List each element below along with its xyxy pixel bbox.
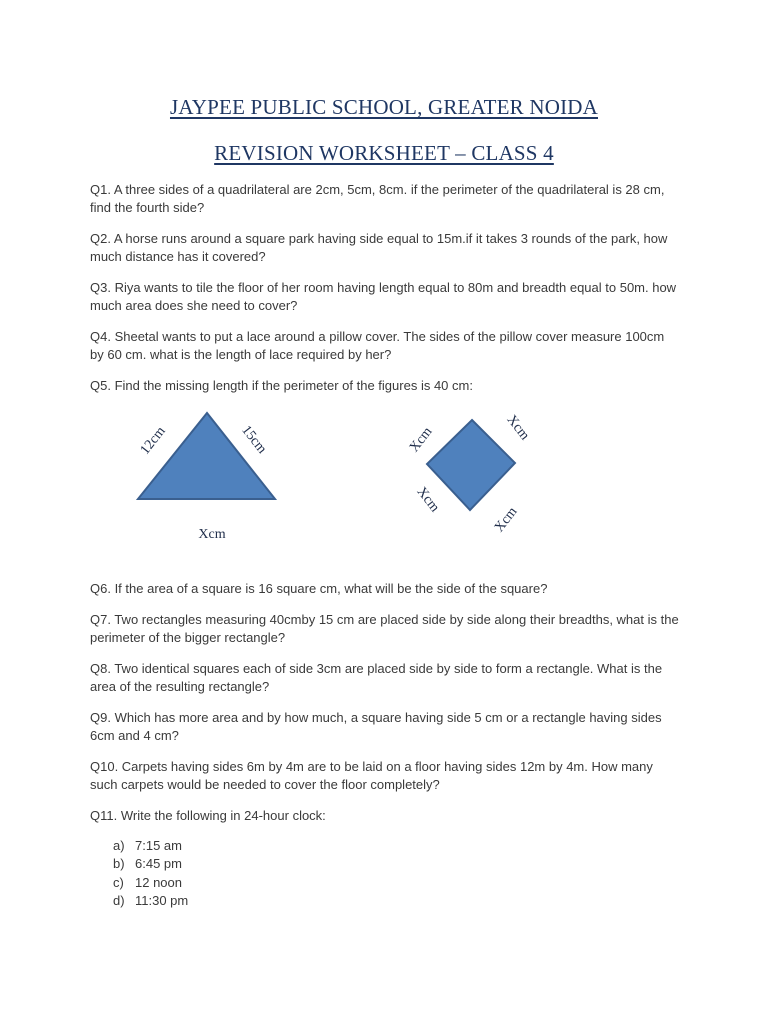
school-title: JAYPEE PUBLIC SCHOOL, GREATER NOIDA: [169, 95, 598, 119]
list-item-time: 7:15 am: [135, 838, 182, 853]
triangle-right-label: 15cm: [238, 422, 270, 457]
question-10: Q10. Carpets having sides 6m by 4m are to be laid on a floor having sides 12m by 4m. How many such carpets would be needed to cover the floor completely?: [90, 759, 653, 792]
triangle-bottom-label: Xcm: [198, 527, 226, 542]
list-item-time: 6:45 pm: [135, 856, 182, 872]
square-bottom-left-label: Xcm: [413, 484, 443, 516]
question-1: Q1. A three sides of a quadrilateral are 2cm, 5cm, 8cm. if the perimeter of the quadrilateral is 28 cm, find the fourth side?: [90, 182, 665, 215]
question-2: Q2. A horse runs around a square park having side equal to 15m.if it takes 3 rounds of the park, how much distance has it covered?: [90, 231, 668, 264]
worksheet-title: REVISION WORKSHEET – CLASS 4: [214, 141, 554, 165]
question-6: Q6. If the area of a square is 16 square cm, what will be the side of the square?: [90, 581, 548, 596]
square-top-right-label: Xcm: [503, 412, 533, 444]
square-bottom-right-label: Xcm: [491, 504, 521, 536]
list-item: [113, 874, 188, 892]
list-item: [113, 837, 188, 855]
square-figure: [427, 420, 515, 510]
question-3: Q3. Riya wants to tile the floor of her room having length equal to 80m and breadth equal to 50m. how much area does she need to cover?: [90, 280, 677, 313]
list-item: [113, 855, 188, 873]
question-9: Q9. Which has more area and by how much, a square having side 5 cm or a rectangle having sides 6cm and 4 cm?: [90, 710, 662, 743]
question-4: Q4. Sheetal wants to put a lace around a pillow cover. The sides of the pillow cover measure 100cm by 60 cm. what is the length of lace required by her?: [90, 329, 665, 362]
list-item-letter: d): [113, 892, 125, 908]
list-item-time: 12 noon: [135, 874, 182, 890]
q5-figures: [0, 400, 768, 570]
question-7: Q7. Two rectangles measuring 40cmby 15 cm are placed side by side along their breadths, what is the perimeter of the bigger rectangle?: [90, 612, 679, 645]
list-item: [113, 892, 188, 910]
list-item-letter: b): [113, 856, 125, 872]
question-8: Q8. Two identical squares each of side 3cm are placed side by side to form a rectangle. What is the area of the resulting rectangle?: [90, 661, 663, 694]
clock-list: [113, 837, 188, 910]
list-item-letter: a): [113, 838, 125, 853]
list-item-time: 11:30 pm: [135, 892, 189, 908]
list-item-letter: c): [113, 874, 124, 890]
triangle-left-label: 12cm: [137, 423, 169, 458]
question-5: Q5. Find the missing length if the perimeter of the figures is 40 cm:: [90, 378, 473, 393]
question-11: Q11. Write the following in 24-hour clock:: [90, 808, 326, 823]
square-top-left-label: Xcm: [406, 424, 436, 456]
